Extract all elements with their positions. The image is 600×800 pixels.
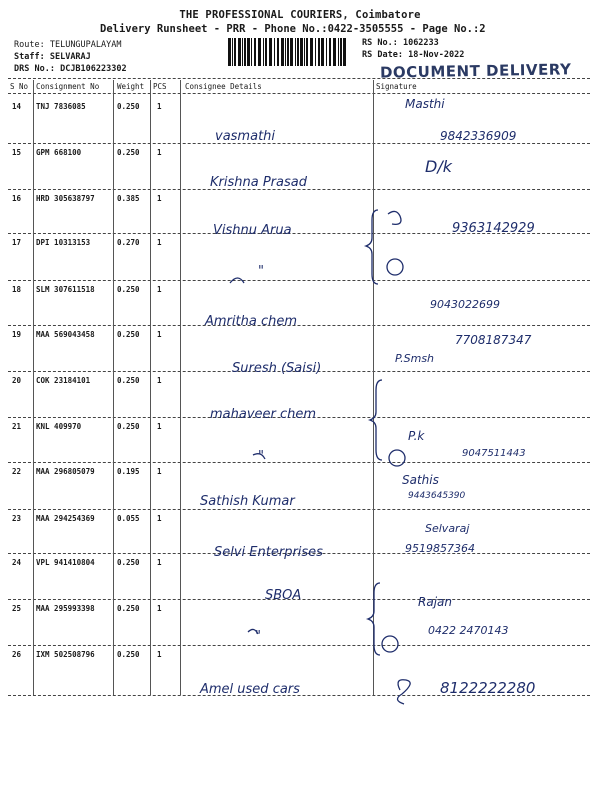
col-weight-header: Weight [117,82,145,91]
signature-16-scribble [388,211,401,224]
handwritten-signature-21: P.k [408,429,425,443]
row-pcs: 1 [157,558,162,567]
circled-2-c [382,636,398,652]
handwritten-signature-19: P.Smsh [395,352,435,365]
row-sno: 20 [12,376,22,385]
row-consignment-no: TNJ 7836085 [36,102,86,111]
rs-no-value: 1062233 [402,38,439,48]
handwritten-consignee-14: vasmathi [215,129,276,144]
row-sno: 24 [12,558,22,567]
handwritten-consignee-23: Selvi Enterprises [214,545,323,560]
rs-no-label: RS No.: [362,38,398,48]
row-sno: 25 [12,604,22,613]
col-sno-header: S No [10,82,29,91]
row-pcs: 1 [157,376,162,385]
row-sno: 15 [12,148,22,157]
row-sno: 22 [12,467,22,476]
row-pcs: 1 [157,650,162,659]
row-consignment-no: IXM 502508796 [36,650,95,659]
row-weight: 0.250 [117,285,140,294]
handwritten-consignee-21: " [258,449,264,464]
route-value: TELUNGUPALAYAM [49,40,122,50]
staff-value: SELVARAJ [49,52,91,62]
handwritten-phone-18: 9043022699 [430,298,500,311]
handwritten-consignee-26: Amel used cars [200,682,300,697]
row-pcs: 1 [157,514,162,523]
row-consignment-no: DPI 10313153 [36,238,91,247]
col-pcs-header: PCS [153,82,167,91]
staff-label: Staff: [14,52,45,62]
route-label: Route: [14,40,45,50]
handwritten-phone-16: 9363142929 [452,221,535,236]
handwritten-phone-23: 9519857364 [405,542,475,555]
row-weight: 0.250 [117,330,140,339]
signature-26-scribble [397,680,410,704]
handwritten-signature-22: Sathis [402,473,439,487]
row-pcs: 1 [157,604,162,613]
drs-value: DCJB106223302 [60,64,127,74]
handwritten-consignee-20: mahaveer chem [210,407,317,422]
runsheet-title: THE PROFESSIONAL COURIERS, Coimbatore [179,9,421,21]
row-pcs: 1 [157,422,162,431]
row-weight: 0.250 [117,650,140,659]
handwritten-phone-14: 9842336909 [440,129,517,143]
handwritten-phone-22: 9443645390 [408,491,466,501]
brace-16-17 [366,210,378,284]
row-consignment-no: HRD 305638797 [36,194,95,203]
row-consignment-no: MAA 569043458 [36,330,95,339]
row-sno: 19 [12,330,22,339]
row-pcs: 1 [157,102,162,111]
document-delivery-stamp: DOCUMENT DELIVERY [379,60,572,82]
handwritten-signature-14: Masthi [405,97,445,111]
row-sno: 14 [12,102,22,111]
handwritten-signature-24: Rajan [418,595,452,609]
row-sno: 17 [12,238,22,247]
row-weight: 0.270 [117,238,140,247]
handwritten-consignee-15: Krishna Prasad [210,175,307,190]
row-sno: 21 [12,422,22,431]
handwritten-phone-26: 8122222280 [440,679,536,697]
row-consignment-no: MAA 294254369 [36,514,95,523]
row-consignment-no: MAA 295993398 [36,604,95,613]
row-consignment-no: VPL 941410804 [36,558,95,567]
handwritten-consignee-18: Amritha chem [205,314,297,329]
drs-label: DRS No.: [14,64,55,74]
row-weight: 0.385 [117,194,140,203]
ditto-17 [230,278,244,283]
row-pcs: 1 [157,285,162,294]
handwritten-signature-15: D/k [425,157,452,176]
row-weight: 0.250 [117,558,140,567]
row-consignment-no: COK 23184101 [36,376,91,385]
rs-date-value: 18-Nov-2022 [408,50,465,60]
row-sno: 16 [12,194,22,203]
row-consignment-no: SLM 307611518 [36,285,95,294]
row-weight: 0.055 [117,514,140,523]
row-consignment-no: MAA 296805079 [36,467,95,476]
row-weight: 0.250 [117,422,140,431]
handwritten-consignee-25: " [255,629,261,644]
handwritten-consignee-19: Suresh (Saisi) [232,361,322,376]
col-consignment-header: Consignment No [36,82,100,91]
row-weight: 0.250 [117,102,140,111]
runsheet-subtitle: Delivery Runsheet - PRR - Phone No.:0422-3505555 - Page No.:2 [100,23,486,35]
circled-2-b [389,450,405,466]
handwritten-phone-19: 7708187347 [455,333,532,347]
row-pcs: 1 [157,330,162,339]
row-weight: 0.250 [117,604,140,613]
handwritten-consignee-16: Vishnu Arua [213,223,292,238]
col-signature-header: Signature [376,82,417,91]
circled-2-a [387,259,403,275]
handwritten-consignee-24: SBOA [265,588,302,603]
handwritten-phone-21: 9047511443 [462,448,526,459]
row-pcs: 1 [157,194,162,203]
row-pcs: 1 [157,238,162,247]
brace-20-21 [370,380,382,460]
handwritten-phone-24: 0422 2470143 [428,624,509,637]
row-pcs: 1 [157,148,162,157]
row-consignment-no: KNL 409970 [36,422,82,431]
brace-24-25 [368,583,380,655]
handwritten-consignee-17: " [258,264,264,279]
handwritten-consignee-22: Sathish Kumar [200,494,295,509]
row-sno: 23 [12,514,22,523]
col-consignee-header: Consignee Details [185,82,262,91]
row-pcs: 1 [157,467,162,476]
row-weight: 0.195 [117,467,140,476]
row-sno: 18 [12,285,22,294]
row-weight: 0.250 [117,148,140,157]
row-consignment-no: GPM 668100 [36,148,82,157]
handwritten-signature-23: Selvaraj [425,522,470,535]
rs-date-label: RS Date: [362,50,403,60]
row-sno: 26 [12,650,22,659]
row-weight: 0.250 [117,376,140,385]
